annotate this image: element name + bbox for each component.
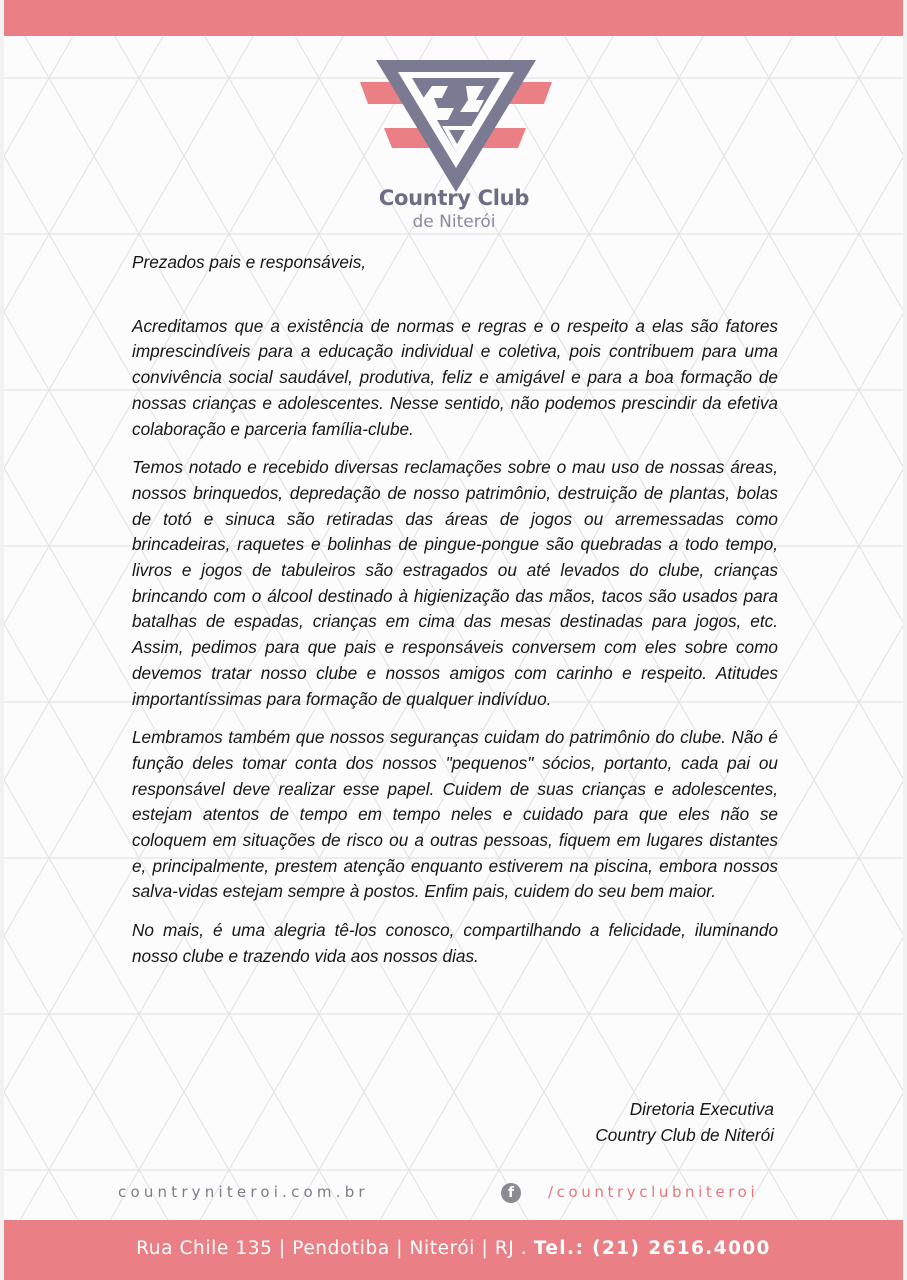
top-accent-bar: [4, 0, 903, 36]
brand-subtitle: de Niterói: [412, 212, 496, 232]
website-link[interactable]: countryniteroi.com.br: [118, 1183, 369, 1201]
letterhead-page: [4, 0, 903, 1280]
brand-name: Country Club: [378, 186, 530, 210]
facebook-icon[interactable]: f: [501, 1183, 521, 1203]
letter-signature: [595, 1096, 774, 1148]
signature-line: Country Club de Niterói: [595, 1125, 774, 1145]
letter-paragraph: Acreditamos que a existência de normas e regras e o respeito a elas são fatores imprescindíveis para a educação individual e coletiva, pois contribuem para uma convivência social saudável, produtiva, feliz e amigável e para a boa formação de nossas crianças e adolescentes. Nesse sentido, não podemos prescindir da efetiva colaboração e parceria família-clube.: [132, 315, 778, 439]
footer-address: [4, 1238, 903, 1259]
facebook-handle-link[interactable]: /countryclubniteroi: [548, 1183, 759, 1201]
letter-paragraph: No mais, é uma alegria tê-los conosco, compartilhando a felicidade, iluminando nosso clube e trazendo vida aos nossos dias.: [132, 920, 778, 966]
phone-number[interactable]: Tel.: (21) 2616.4000: [533, 1238, 771, 1259]
letter-greeting: Prezados pais e responsáveis,: [132, 252, 367, 272]
letter-body: [132, 250, 778, 983]
country-club-logo-icon: [354, 56, 554, 196]
letter-paragraph: Temos notado e recebido diversas reclamações sobre o mau uso de nossas áreas, nossos brinquedos, depredação de nosso patrimônio, destruição de plantas, bolas de totó e sinuca são retiradas das áreas de jogos ou arremessadas como brincadeiras, raquetes e bolinhas de pingue-pongue são quebradas a todo tempo, livros e jogos de tabuleiros são estragados ou até levados do clube, crianças brincando com o álcool destinado à higienização das mãos, tacos são usados para batalhas de espadas, crianças em cima das mesas destinadas para jogos, etc. Assim, pedimos para que pais e responsáveis conversem com eles sobre como devemos tratar nosso clube e nossos amigos com carinho e respeito. Atitudes importantíssimas para formação de qualquer indivíduo.: [132, 457, 778, 709]
letter-paragraph: Lembramos também que nossos seguranças cuidam do patrimônio do clube. Não é função deles tomar conta dos nossos "pequenos" sócios, portanto, cada pai ou responsável deve realizar esse papel. Cuidem de suas crianças e adolescentes, estejam atentos de tempo em tempo neles e cuidado para que eles não se coloquem em situações de risco ou a outras pessoas, fiquem em lugares distantes e, principalmente, prestem atenção enquanto estiverem na piscina, embora nossos salva-vidas estejam sempre à postos. Enfim pais, cuidem do seu bem maior.: [132, 727, 778, 902]
address-text: Rua Chile 135 | Pendotiba | Niterói | RJ .: [136, 1238, 534, 1259]
signature-line: Diretoria Executiva: [629, 1099, 774, 1119]
